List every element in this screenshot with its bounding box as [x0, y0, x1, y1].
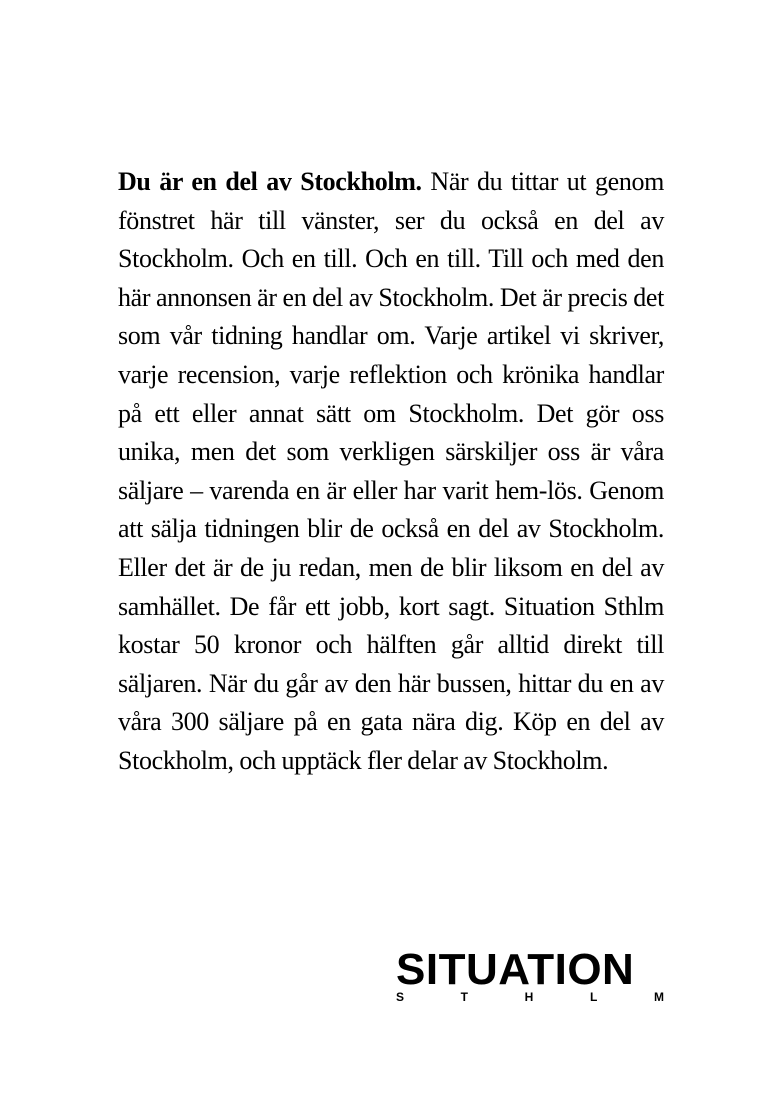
article-lead: Du är en del av Stockholm. — [118, 167, 422, 196]
article-body: När du tittar ut genom fönstret här till vänster, ser du också en del av Stockholm. Och en till. Och en till. Till och med den här annonsen är en del av Stockholm. Det är precis det som vår tidning handlar om. Varje artikel vi skriver, varje recension, varje reflektion och krönika handlar på ett eller annat sätt om Stockholm. Det gör oss unika, men det som verkligen särskiljer oss är våra säljare – varenda en är eller har varit hem-lös. Genom att sälja tidningen blir de också en del av Stockholm. Eller det är de ju redan, men de blir liksom en del av samhället. De får ett jobb, kort sagt. Situation Sthlm kostar 50 kronor och hälften går alltid direkt till säljaren. När du går av den här bussen, hittar du en av våra 300 säljare på en gata nära dig. Köp en del av Stockholm, och upptäck fler delar av Stockholm. — [118, 167, 664, 775]
logo-subtitle-letter: L — [590, 990, 598, 1004]
logo-subtitle-letter: M — [654, 990, 664, 1004]
logo-subtitle — [396, 990, 664, 1004]
logo-subtitle-letter: T — [460, 990, 469, 1004]
logo-subtitle-letter: H — [524, 990, 534, 1004]
logo-wordmark: SITUATION — [396, 945, 635, 994]
situation-sthlm-logo — [396, 945, 664, 1004]
article-text — [118, 163, 664, 781]
logo-subtitle-letter: S — [396, 990, 405, 1004]
